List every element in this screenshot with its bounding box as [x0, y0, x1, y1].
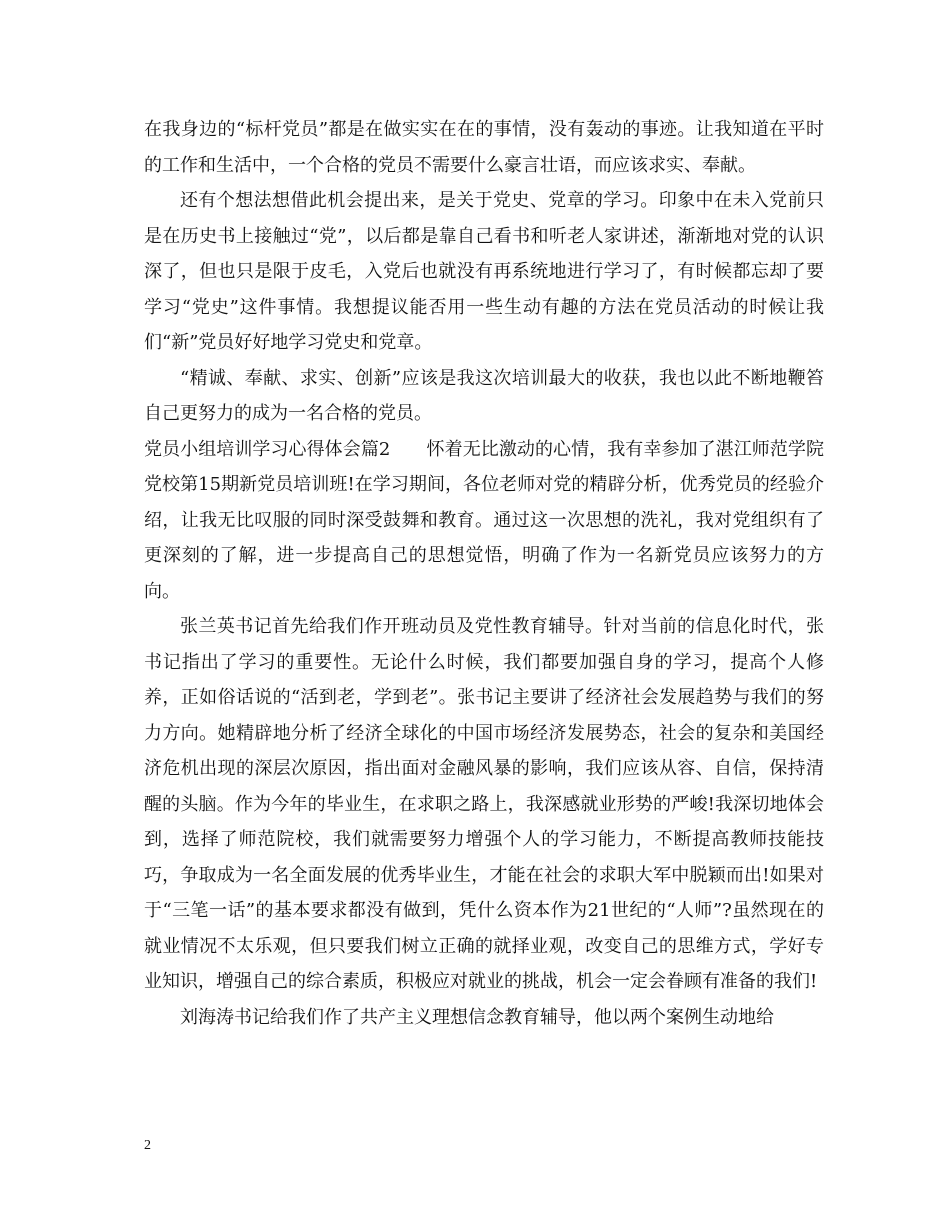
paragraph-2: 还有个想法想借此机会提出来，是关于党史、党章的学习。印象中在未入党前只是在历史书上接触过“党”，以后都是靠自己看书和听老人家讲述，渐渐地对党的认识深了，但也只是限于皮毛，入党后也就没有再系统地进行学习了，有时候都忘却了要学习“党史”这件事情。我想提议能否用一些生动有趣的方法在党员活动的时候让我们“新”党员好好地学习党史和党章。 [144, 190, 824, 353]
paragraph-6: 刘海涛书记给我们作了共产主义理想信念教育辅导，他以两个案例生动地给 [180, 1006, 774, 1028]
document-body [144, 112, 824, 1035]
paragraph-5: 张兰英书记首先给我们作开班动员及党性教育辅导。针对当前的信息化时代，张书记指出了学习的重要性。无论什么时候，我们都要加强自身的学习，提高个人修养，正如俗话说的“活到老，学到老”。张书记主要讲了经济社会发展趋势与我们的努力方向。她精辟地分析了经济全球化的中国市场经济发展势态，社会的复杂和美国经济危机出现的深层次原因，指出面对金融风暴的影响，我们应该从容、自信，保持清醒的头脑。作为今年的毕业生，在求职之路上，我深感就业形势的严峻!我深切地体会到，选择了师范院校，我们就需要努力增强个人的学习能力，不断提高教师技能技巧，争取成为一名全面发展的优秀毕业生，才能在社会的求职大军中脱颖而出!如果对于“三笔一话”的基本要求都没有做到，凭什么资本作为21世纪的“人师”?虽然现在的就业情况不太乐观，但只要我们树立正确的就择业观，改变自己的思维方式，学好专业知识，增强自己的综合素质，积极应对就业的挑战，机会一定会眷顾有准备的我们! [144, 616, 824, 992]
page-number: 2 [144, 1138, 151, 1153]
paragraph-1: 在我身边的“标杆党员”都是在做实实在在的事情，没有轰动的事迹。让我知道在平时的工作和生活中，一个合格的党员不需要什么豪言壮语，而应该求实、奉献。 [144, 119, 824, 176]
paragraph-3: “精诚、奉献、求实、创新”应该是我这次培训最大的收获，我也以此不断地鞭笞自己更努力的成为一名合格的党员。 [144, 367, 824, 424]
paragraph-4-section-heading: 党员小组培训学习心得体会篇2 怀着无比激动的心情，我有幸参加了湛江师范学院党校第15期新党员培训班!在学习期间，各位老师对党的精辟分析，优秀党员的经验介绍，让我无比叹服的同时深受鼓舞和教育。通过这一次思想的洗礼，我对党组织有了更深刻的了解，进一步提高自己的思想觉悟，明确了作为一名新党员应该努力的方向。 [144, 438, 824, 602]
